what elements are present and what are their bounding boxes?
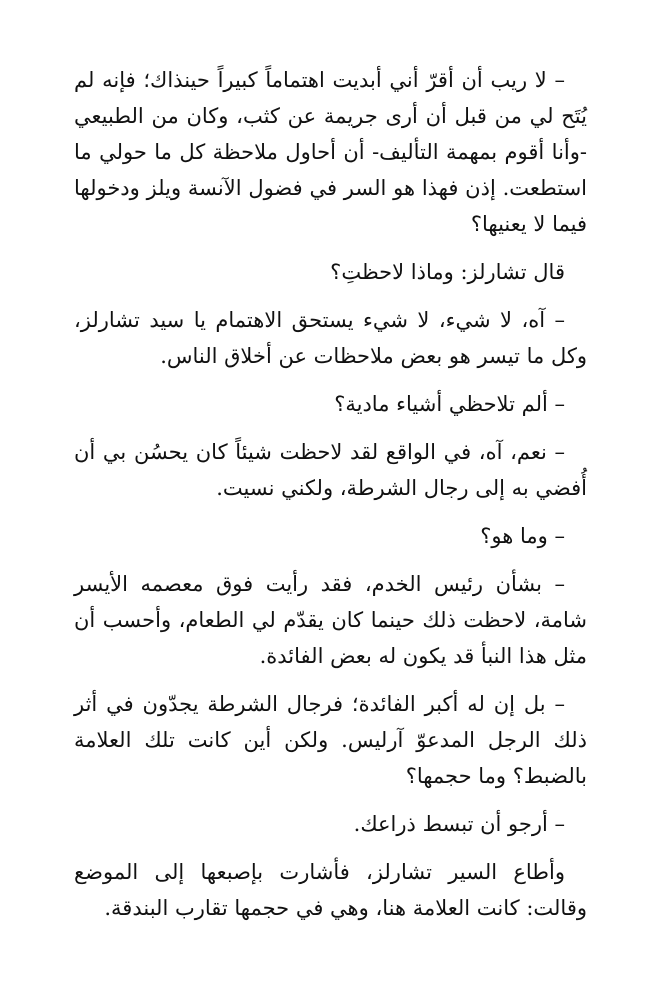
paragraph-1: – لا ريب أن أقرّ أني أبديت اهتماماً كبيراً حينذاك؛ فإنه لم يُتَح لي من قبل أن أرى جريمة عن كثب، وكان من الطبيعي -وأنا أقوم بمهمة التأليف- أن أحاول ملاحظة كل ما حولي ما استطعت. إذن فهذا هو السر في فضول الآنسة ويلز ودخولها فيما لا يعنيها؟ [74,68,587,236]
paragraph-5: – نعم، آه، في الواقع لقد لاحظت شيئاً كان يحسُن بي أن أُفضي به إلى رجال الشرطة، ولكني نسيت. [74,440,587,500]
paragraph-10: وأطاع السير تشارلز، فأشارت بإصبعها إلى الموضع وقالت: كانت العلامة هنا، وهي في حجمها تقارب البندقة. [74,860,587,920]
paragraph-2: قال تشارلز: وماذا لاحظتِ؟ [330,260,565,284]
paragraph-8: – بل إن له أكبر الفائدة؛ فرجال الشرطة يجدّون في أثر ذلك الرجل المدعوّ آرليس. ولكن أين كانت تلك العلامة بالضبط؟ وما حجمها؟ [74,692,587,788]
paragraph-6: – وما هو؟ [480,524,565,548]
paragraph-4: – ألم تلاحظي أشياء مادية؟ [334,392,565,416]
paragraph-9: – أرجو أن تبسط ذراعك. [353,812,565,836]
paragraph-7: – بشأن رئيس الخدم، فقد رأيت فوق معصمه الأيسر شامة، لاحظت ذلك حينما كان يقدّم لي الطعام، وأحسب أن مثل هذا النبأ قد يكون له بعض الفائدة. [74,572,587,668]
paragraph-3: – آه، لا شيء، لا شيء يستحق الاهتمام يا سيد تشارلز، وكل ما تيسر هو بعض ملاحظات عن أخلاق الناس. [74,308,587,368]
